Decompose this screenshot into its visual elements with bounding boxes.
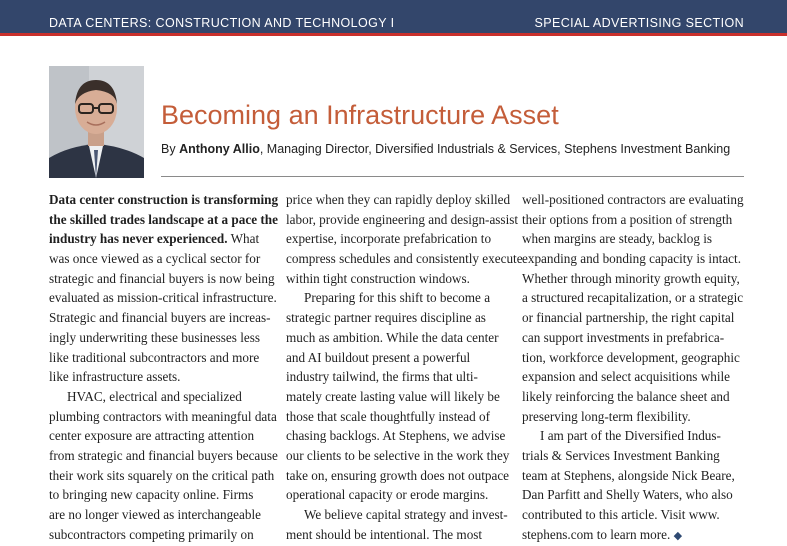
text-line: I am part of the Diversified Indus- (540, 428, 721, 444)
article-byline (161, 142, 730, 156)
text-line: was once viewed as a cyclical sector for (49, 251, 261, 267)
text-line: within tight construction windows. (286, 270, 470, 286)
article-column-3 (522, 190, 744, 544)
text-line: a structured recapitalization, or a strategic (522, 290, 744, 306)
text-line: chasing backlogs. At Stephens, we advise (286, 428, 506, 444)
article-title: Becoming an Infrastructure Asset (161, 100, 559, 130)
text-line: price when they can rapidly deploy skilled (286, 192, 511, 207)
article-column-2 (286, 190, 523, 544)
text-line: Whether through minority growth equity, (522, 270, 740, 286)
text-line: and AI buildout present a powerful (286, 349, 471, 365)
text-line: expanding and bonding capacity is intact. (522, 251, 741, 267)
text-line: expansion and select acquisitions while (522, 369, 731, 385)
text-line: much as ambition. While the data center (286, 329, 499, 345)
text-line: or financial partnership, the right capital (522, 310, 735, 326)
text-line: their options from a position of strength (522, 211, 733, 227)
text-line: like traditional subcontractors and more (49, 349, 260, 365)
author-photo (49, 66, 144, 178)
text-line: operational capacity or erode margins. (286, 487, 489, 503)
text-line: stephens.com to learn more. ◆ (522, 526, 683, 542)
text-line: plumbing contractors with meaningful data (49, 408, 277, 424)
text-line: labor, provide engineering and design-assist (286, 211, 519, 227)
title-divider (161, 176, 744, 177)
text-line: to bringing new capacity online. Firms (49, 487, 254, 503)
text-line: Preparing for this shift to become a (304, 290, 491, 306)
author-portrait-icon (49, 66, 144, 178)
text-line: from strategic and financial buyers because (49, 447, 278, 463)
advertising-label: SPECIAL ADVERTISING SECTION (534, 16, 744, 30)
text-line: can support investments in prefabrica- (522, 329, 725, 345)
text-line: tion, workforce development, geographic (522, 349, 740, 365)
text-line: when margins are steady, backlog is (522, 231, 713, 247)
text-line: those that scale thoughtfully instead of (286, 408, 490, 424)
text-line: strategic partner requires discipline as (286, 310, 486, 326)
text-line: compress schedules and consistently execute (286, 251, 523, 267)
text-line: Dan Parfitt and Shelly Waters, who also (522, 487, 733, 503)
text-line: team at Stephens, alongside Nick Beare, (522, 467, 735, 483)
text-line: strategic and financial buyers is now being (49, 270, 275, 286)
section-header-bar (0, 0, 787, 36)
text-line: HVAC, electrical and specialized (67, 388, 242, 404)
text-line: preserving long-term flexibility. (522, 408, 691, 424)
end-mark-icon: ◆ (673, 529, 683, 542)
author-role: , Managing Director, Diversified Industrials & Services, Stephens Investment Banking (259, 142, 731, 156)
article-column-1 (49, 190, 279, 544)
author-name: Anthony Allio (179, 142, 260, 156)
text-line: well-positioned contractors are evaluating (522, 192, 744, 207)
text-line: Strategic and financial buyers are increas- (49, 310, 271, 326)
text-line: center exposure are attracting attention (49, 428, 255, 444)
text-line: ingly underwriting these businesses less (49, 329, 260, 345)
text-line: industry tailwind, the firms that ulti- (286, 369, 478, 385)
text-line: trials & Services Investment Banking (522, 447, 720, 463)
text-line: take on, ensuring growth does not outpace (286, 467, 510, 483)
text-line: their work sits squarely on the critical path (49, 467, 275, 483)
text-line: likely reinforcing the balance sheet and (522, 388, 730, 404)
byline-prefix: By (161, 142, 180, 156)
text-line: evaluated as mission-critical infrastructure. (49, 290, 277, 306)
section-label: DATA CENTERS: CONSTRUCTION AND TECHNOLOGY I (49, 16, 395, 30)
text-line: industry has never experienced. What (49, 231, 260, 247)
text-line: subcontractors competing primarily on (49, 526, 254, 542)
text-line: expertise, incorporate prefabrication to (286, 231, 492, 247)
text-line: mately create lasting value will likely be (286, 388, 500, 404)
text-line: contributed to this article. Visit www. (522, 507, 720, 522)
text-line: Data center construction is transforming (49, 192, 279, 207)
text-line: We believe capital strategy and invest- (304, 507, 508, 522)
text-line: our clients to be selective in the work they (286, 447, 510, 463)
text-line: the skilled trades landscape at a pace the (49, 211, 278, 227)
text-line: are no longer viewed as interchangeable (49, 507, 261, 522)
text-line: like infrastructure assets. (49, 369, 181, 385)
text-line: ment should be intentional. The most (286, 526, 483, 542)
